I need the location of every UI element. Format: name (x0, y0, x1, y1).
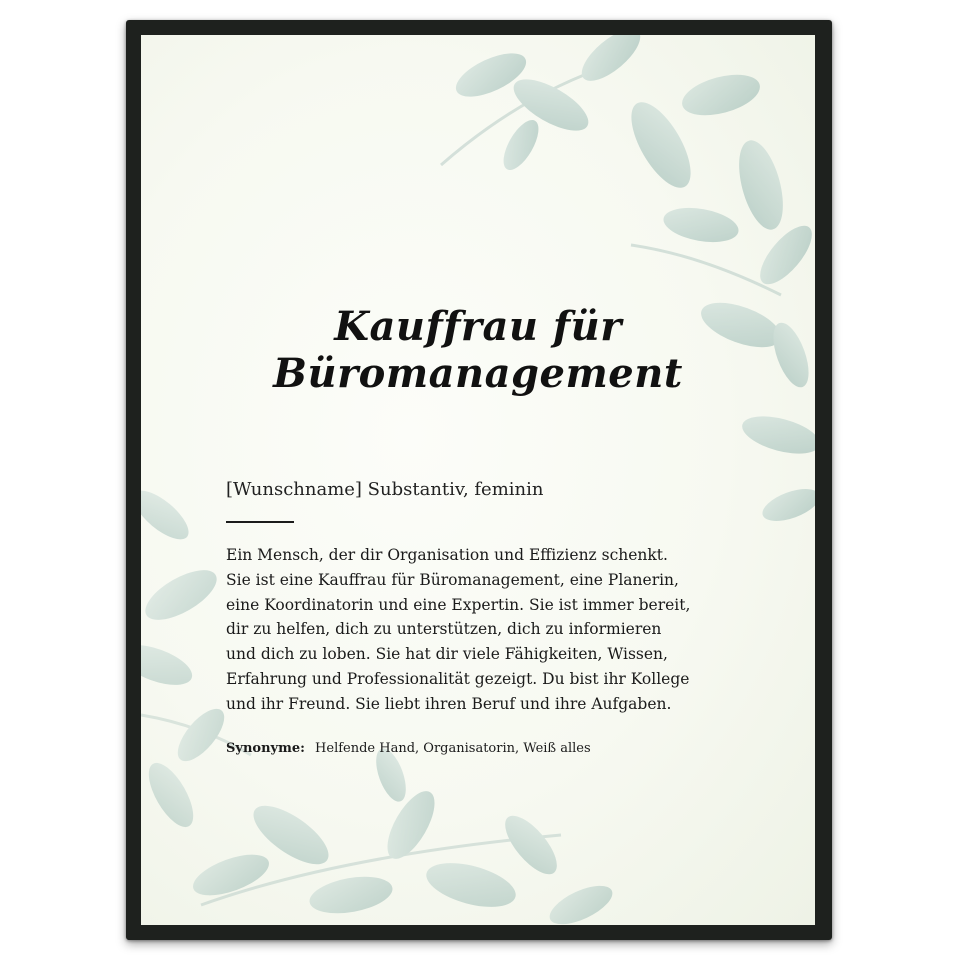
synonyms-list: Helfende Hand, Organisatorin, Weiß alles (315, 741, 591, 756)
definition-line: Erfahrung und Professionalität gezeigt. Du bist ihr Kollege (226, 669, 690, 688)
synonyms-line (226, 741, 591, 756)
definition-line: eine Koordinatorin und eine Expertin. Sie ist immer bereit, (226, 595, 691, 614)
poster-title: Kauffrau für Büromanagement (273, 303, 683, 397)
poster (141, 35, 815, 925)
picture-frame (126, 20, 832, 940)
leaf-cluster-top-right (441, 35, 815, 527)
word-type: [Wunschname] Substantiv, feminin (226, 479, 544, 500)
definition-line: Sie ist eine Kauffrau für Büromanagement, eine Planerin, (226, 570, 679, 589)
definition-text (226, 543, 746, 717)
divider-rule (226, 521, 294, 523)
definition-line: Ein Mensch, der dir Organisation und Effizienz schenkt. (226, 546, 668, 564)
synonyms-label: Synonyme: (226, 741, 305, 756)
leaf-cluster-bottom (188, 745, 618, 925)
definition-line: und ihr Freund. Sie liebt ihren Beruf und ihre Aufgaben. (226, 694, 672, 713)
definition-line: und dich zu loben. Sie hat dir viele Fähigkeiten, Wissen, (226, 645, 668, 664)
definition-line: dir zu helfen, dich zu unterstützen, dich zu informieren (226, 620, 662, 639)
